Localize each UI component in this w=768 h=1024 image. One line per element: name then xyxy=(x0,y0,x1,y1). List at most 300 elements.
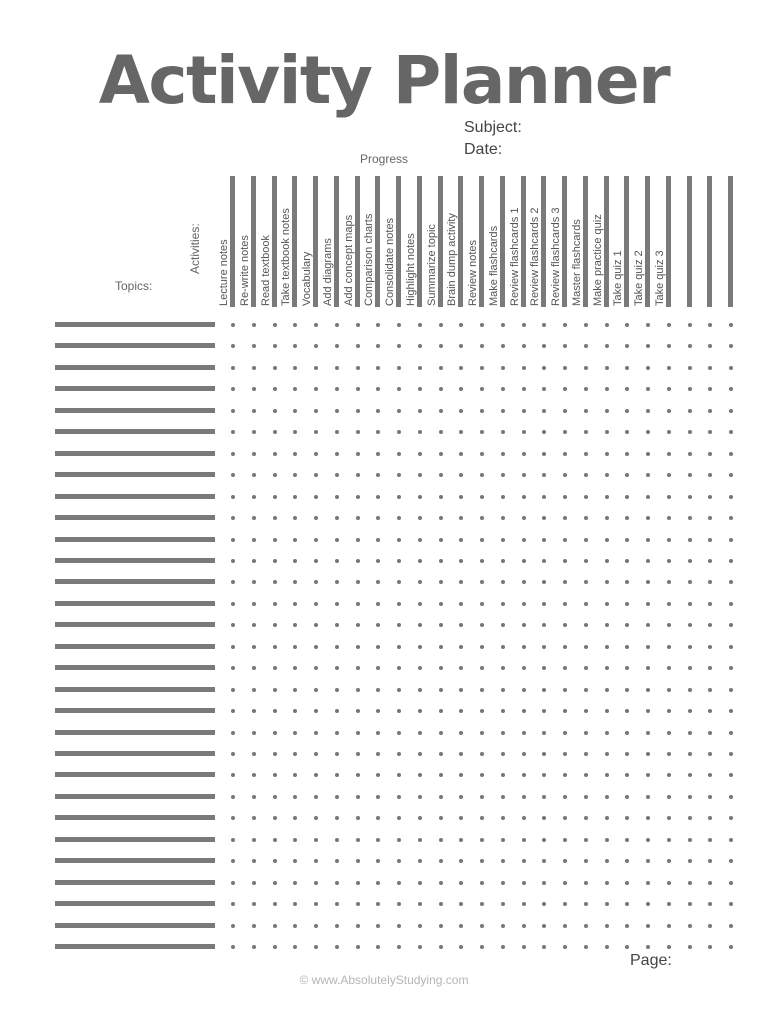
progress-dot[interactable] xyxy=(439,816,443,820)
progress-dot[interactable] xyxy=(501,344,505,348)
progress-dot[interactable] xyxy=(625,387,629,391)
progress-dot[interactable] xyxy=(273,838,277,842)
progress-dot[interactable] xyxy=(542,709,546,713)
progress-dot[interactable] xyxy=(542,623,546,627)
progress-dot[interactable] xyxy=(584,323,588,327)
progress-dot[interactable] xyxy=(397,473,401,477)
progress-dot[interactable] xyxy=(667,473,671,477)
progress-dot[interactable] xyxy=(439,559,443,563)
progress-dot[interactable] xyxy=(646,645,650,649)
progress-dot[interactable] xyxy=(293,795,297,799)
progress-dot[interactable] xyxy=(356,838,360,842)
topic-line[interactable] xyxy=(55,579,215,584)
progress-dot[interactable] xyxy=(625,344,629,348)
progress-dot[interactable] xyxy=(252,859,256,863)
progress-dot[interactable] xyxy=(231,344,235,348)
progress-dot[interactable] xyxy=(273,859,277,863)
progress-dot[interactable] xyxy=(459,430,463,434)
progress-dot[interactable] xyxy=(293,366,297,370)
progress-dot[interactable] xyxy=(667,366,671,370)
progress-dot[interactable] xyxy=(252,559,256,563)
progress-dot[interactable] xyxy=(314,816,318,820)
progress-dot[interactable] xyxy=(273,731,277,735)
progress-dot[interactable] xyxy=(314,752,318,756)
progress-dot[interactable] xyxy=(729,752,733,756)
progress-dot[interactable] xyxy=(625,773,629,777)
progress-dot[interactable] xyxy=(563,559,567,563)
progress-dot[interactable] xyxy=(563,409,567,413)
progress-dot[interactable] xyxy=(314,559,318,563)
progress-dot[interactable] xyxy=(522,323,526,327)
progress-dot[interactable] xyxy=(439,602,443,606)
progress-dot[interactable] xyxy=(708,816,712,820)
progress-dot[interactable] xyxy=(335,752,339,756)
progress-dot[interactable] xyxy=(376,473,380,477)
progress-dot[interactable] xyxy=(563,688,567,692)
progress-dot[interactable] xyxy=(729,366,733,370)
progress-dot[interactable] xyxy=(646,709,650,713)
progress-dot[interactable] xyxy=(418,473,422,477)
progress-dot[interactable] xyxy=(439,409,443,413)
topic-line[interactable] xyxy=(55,730,215,735)
progress-dot[interactable] xyxy=(605,688,609,692)
progress-dot[interactable] xyxy=(418,795,422,799)
progress-dot[interactable] xyxy=(542,387,546,391)
progress-dot[interactable] xyxy=(418,752,422,756)
progress-dot[interactable] xyxy=(605,409,609,413)
progress-dot[interactable] xyxy=(335,495,339,499)
progress-dot[interactable] xyxy=(335,344,339,348)
progress-dot[interactable] xyxy=(542,516,546,520)
progress-dot[interactable] xyxy=(563,580,567,584)
progress-dot[interactable] xyxy=(605,473,609,477)
progress-dot[interactable] xyxy=(376,538,380,542)
progress-dot[interactable] xyxy=(688,602,692,606)
progress-dot[interactable] xyxy=(584,709,588,713)
progress-dot[interactable] xyxy=(605,559,609,563)
progress-dot[interactable] xyxy=(231,366,235,370)
progress-dot[interactable] xyxy=(397,731,401,735)
progress-dot[interactable] xyxy=(522,838,526,842)
progress-dot[interactable] xyxy=(501,645,505,649)
progress-dot[interactable] xyxy=(314,580,318,584)
progress-dot[interactable] xyxy=(584,473,588,477)
progress-dot[interactable] xyxy=(376,752,380,756)
progress-dot[interactable] xyxy=(522,559,526,563)
progress-dot[interactable] xyxy=(605,580,609,584)
progress-dot[interactable] xyxy=(480,516,484,520)
progress-dot[interactable] xyxy=(252,881,256,885)
progress-dot[interactable] xyxy=(252,902,256,906)
progress-dot[interactable] xyxy=(273,773,277,777)
progress-dot[interactable] xyxy=(397,816,401,820)
progress-dot[interactable] xyxy=(439,344,443,348)
progress-dot[interactable] xyxy=(356,323,360,327)
progress-dot[interactable] xyxy=(584,795,588,799)
progress-dot[interactable] xyxy=(293,816,297,820)
progress-dot[interactable] xyxy=(293,495,297,499)
progress-dot[interactable] xyxy=(335,430,339,434)
progress-dot[interactable] xyxy=(542,580,546,584)
progress-dot[interactable] xyxy=(646,452,650,456)
progress-dot[interactable] xyxy=(439,538,443,542)
progress-dot[interactable] xyxy=(356,473,360,477)
progress-dot[interactable] xyxy=(501,881,505,885)
progress-dot[interactable] xyxy=(376,859,380,863)
progress-dot[interactable] xyxy=(252,795,256,799)
progress-dot[interactable] xyxy=(314,409,318,413)
progress-dot[interactable] xyxy=(480,645,484,649)
progress-dot[interactable] xyxy=(459,709,463,713)
progress-dot[interactable] xyxy=(252,538,256,542)
progress-dot[interactable] xyxy=(459,409,463,413)
progress-dot[interactable] xyxy=(314,945,318,949)
progress-dot[interactable] xyxy=(522,688,526,692)
progress-dot[interactable] xyxy=(522,795,526,799)
progress-dot[interactable] xyxy=(542,538,546,542)
progress-dot[interactable] xyxy=(314,709,318,713)
progress-dot[interactable] xyxy=(688,623,692,627)
progress-dot[interactable] xyxy=(522,731,526,735)
progress-dot[interactable] xyxy=(356,645,360,649)
progress-dot[interactable] xyxy=(667,409,671,413)
progress-dot[interactable] xyxy=(688,902,692,906)
progress-dot[interactable] xyxy=(335,516,339,520)
progress-dot[interactable] xyxy=(667,666,671,670)
progress-dot[interactable] xyxy=(522,816,526,820)
progress-dot[interactable] xyxy=(480,602,484,606)
progress-dot[interactable] xyxy=(252,816,256,820)
progress-dot[interactable] xyxy=(459,387,463,391)
progress-dot[interactable] xyxy=(501,495,505,499)
progress-dot[interactable] xyxy=(522,602,526,606)
progress-dot[interactable] xyxy=(293,538,297,542)
topic-line[interactable] xyxy=(55,901,215,906)
progress-dot[interactable] xyxy=(335,409,339,413)
progress-dot[interactable] xyxy=(542,473,546,477)
progress-dot[interactable] xyxy=(729,623,733,627)
topic-line[interactable] xyxy=(55,751,215,756)
progress-dot[interactable] xyxy=(480,580,484,584)
progress-dot[interactable] xyxy=(252,731,256,735)
progress-dot[interactable] xyxy=(688,430,692,434)
progress-dot[interactable] xyxy=(708,709,712,713)
topic-line[interactable] xyxy=(55,494,215,499)
progress-dot[interactable] xyxy=(252,495,256,499)
progress-dot[interactable] xyxy=(729,945,733,949)
progress-dot[interactable] xyxy=(563,816,567,820)
progress-dot[interactable] xyxy=(667,859,671,863)
progress-dot[interactable] xyxy=(563,495,567,499)
progress-dot[interactable] xyxy=(459,559,463,563)
progress-dot[interactable] xyxy=(376,945,380,949)
progress-dot[interactable] xyxy=(501,752,505,756)
progress-dot[interactable] xyxy=(459,452,463,456)
progress-dot[interactable] xyxy=(729,495,733,499)
progress-dot[interactable] xyxy=(708,559,712,563)
progress-dot[interactable] xyxy=(563,902,567,906)
progress-dot[interactable] xyxy=(459,773,463,777)
progress-dot[interactable] xyxy=(273,409,277,413)
progress-dot[interactable] xyxy=(439,709,443,713)
progress-dot[interactable] xyxy=(314,430,318,434)
progress-dot[interactable] xyxy=(688,538,692,542)
progress-dot[interactable] xyxy=(231,430,235,434)
topic-line[interactable] xyxy=(55,322,215,327)
progress-dot[interactable] xyxy=(522,495,526,499)
progress-dot[interactable] xyxy=(688,473,692,477)
progress-dot[interactable] xyxy=(542,666,546,670)
progress-dot[interactable] xyxy=(418,945,422,949)
progress-dot[interactable] xyxy=(522,344,526,348)
progress-dot[interactable] xyxy=(480,816,484,820)
progress-dot[interactable] xyxy=(397,495,401,499)
progress-dot[interactable] xyxy=(356,816,360,820)
progress-dot[interactable] xyxy=(605,645,609,649)
progress-dot[interactable] xyxy=(314,688,318,692)
progress-dot[interactable] xyxy=(667,323,671,327)
progress-dot[interactable] xyxy=(584,387,588,391)
progress-dot[interactable] xyxy=(501,580,505,584)
progress-dot[interactable] xyxy=(667,559,671,563)
progress-dot[interactable] xyxy=(708,495,712,499)
progress-dot[interactable] xyxy=(729,924,733,928)
progress-dot[interactable] xyxy=(667,538,671,542)
progress-dot[interactable] xyxy=(439,645,443,649)
progress-dot[interactable] xyxy=(314,452,318,456)
progress-dot[interactable] xyxy=(501,924,505,928)
progress-dot[interactable] xyxy=(314,344,318,348)
progress-dot[interactable] xyxy=(397,323,401,327)
progress-dot[interactable] xyxy=(293,773,297,777)
progress-dot[interactable] xyxy=(729,645,733,649)
progress-dot[interactable] xyxy=(418,559,422,563)
progress-dot[interactable] xyxy=(542,495,546,499)
progress-dot[interactable] xyxy=(646,473,650,477)
progress-dot[interactable] xyxy=(439,752,443,756)
progress-dot[interactable] xyxy=(605,430,609,434)
progress-dot[interactable] xyxy=(418,387,422,391)
progress-dot[interactable] xyxy=(335,859,339,863)
progress-dot[interactable] xyxy=(522,709,526,713)
progress-dot[interactable] xyxy=(605,387,609,391)
progress-dot[interactable] xyxy=(376,430,380,434)
progress-dot[interactable] xyxy=(252,666,256,670)
progress-dot[interactable] xyxy=(439,387,443,391)
progress-dot[interactable] xyxy=(273,709,277,713)
progress-dot[interactable] xyxy=(563,731,567,735)
progress-dot[interactable] xyxy=(688,495,692,499)
progress-dot[interactable] xyxy=(584,366,588,370)
progress-dot[interactable] xyxy=(667,709,671,713)
progress-dot[interactable] xyxy=(293,859,297,863)
progress-dot[interactable] xyxy=(252,387,256,391)
progress-dot[interactable] xyxy=(252,344,256,348)
progress-dot[interactable] xyxy=(335,538,339,542)
progress-dot[interactable] xyxy=(293,344,297,348)
progress-dot[interactable] xyxy=(522,752,526,756)
progress-dot[interactable] xyxy=(397,709,401,713)
progress-dot[interactable] xyxy=(335,881,339,885)
progress-dot[interactable] xyxy=(501,731,505,735)
progress-dot[interactable] xyxy=(729,323,733,327)
progress-dot[interactable] xyxy=(356,430,360,434)
progress-dot[interactable] xyxy=(293,688,297,692)
progress-dot[interactable] xyxy=(376,731,380,735)
progress-dot[interactable] xyxy=(501,838,505,842)
progress-dot[interactable] xyxy=(459,366,463,370)
progress-dot[interactable] xyxy=(480,387,484,391)
progress-dot[interactable] xyxy=(293,881,297,885)
progress-dot[interactable] xyxy=(356,538,360,542)
progress-dot[interactable] xyxy=(584,623,588,627)
progress-dot[interactable] xyxy=(646,924,650,928)
progress-dot[interactable] xyxy=(273,945,277,949)
progress-dot[interactable] xyxy=(605,366,609,370)
progress-dot[interactable] xyxy=(293,452,297,456)
progress-dot[interactable] xyxy=(605,516,609,520)
progress-dot[interactable] xyxy=(729,773,733,777)
progress-dot[interactable] xyxy=(376,580,380,584)
progress-dot[interactable] xyxy=(584,645,588,649)
progress-dot[interactable] xyxy=(273,430,277,434)
progress-dot[interactable] xyxy=(397,924,401,928)
progress-dot[interactable] xyxy=(459,666,463,670)
progress-dot[interactable] xyxy=(480,859,484,863)
progress-dot[interactable] xyxy=(335,559,339,563)
progress-dot[interactable] xyxy=(605,838,609,842)
progress-dot[interactable] xyxy=(356,945,360,949)
progress-dot[interactable] xyxy=(688,688,692,692)
progress-dot[interactable] xyxy=(708,902,712,906)
progress-dot[interactable] xyxy=(605,924,609,928)
progress-dot[interactable] xyxy=(231,602,235,606)
progress-dot[interactable] xyxy=(439,452,443,456)
progress-dot[interactable] xyxy=(314,773,318,777)
progress-dot[interactable] xyxy=(605,816,609,820)
progress-dot[interactable] xyxy=(335,473,339,477)
progress-dot[interactable] xyxy=(480,709,484,713)
progress-dot[interactable] xyxy=(459,623,463,627)
progress-dot[interactable] xyxy=(252,473,256,477)
progress-dot[interactable] xyxy=(501,902,505,906)
progress-dot[interactable] xyxy=(646,688,650,692)
progress-dot[interactable] xyxy=(542,881,546,885)
progress-dot[interactable] xyxy=(605,709,609,713)
progress-dot[interactable] xyxy=(480,838,484,842)
progress-dot[interactable] xyxy=(605,881,609,885)
progress-dot[interactable] xyxy=(667,623,671,627)
progress-dot[interactable] xyxy=(646,902,650,906)
progress-dot[interactable] xyxy=(376,602,380,606)
progress-dot[interactable] xyxy=(459,473,463,477)
progress-dot[interactable] xyxy=(459,323,463,327)
progress-dot[interactable] xyxy=(273,344,277,348)
progress-dot[interactable] xyxy=(231,323,235,327)
progress-dot[interactable] xyxy=(480,559,484,563)
progress-dot[interactable] xyxy=(542,752,546,756)
progress-dot[interactable] xyxy=(605,452,609,456)
progress-dot[interactable] xyxy=(625,409,629,413)
progress-dot[interactable] xyxy=(688,645,692,649)
progress-dot[interactable] xyxy=(376,795,380,799)
progress-dot[interactable] xyxy=(376,323,380,327)
progress-dot[interactable] xyxy=(646,666,650,670)
progress-dot[interactable] xyxy=(397,881,401,885)
progress-dot[interactable] xyxy=(688,731,692,735)
progress-dot[interactable] xyxy=(335,323,339,327)
progress-dot[interactable] xyxy=(563,752,567,756)
progress-dot[interactable] xyxy=(522,645,526,649)
progress-dot[interactable] xyxy=(625,666,629,670)
progress-dot[interactable] xyxy=(231,645,235,649)
progress-dot[interactable] xyxy=(252,623,256,627)
progress-dot[interactable] xyxy=(418,580,422,584)
progress-dot[interactable] xyxy=(708,924,712,928)
progress-dot[interactable] xyxy=(708,645,712,649)
progress-dot[interactable] xyxy=(314,516,318,520)
progress-dot[interactable] xyxy=(314,838,318,842)
progress-dot[interactable] xyxy=(418,516,422,520)
progress-dot[interactable] xyxy=(397,945,401,949)
progress-dot[interactable] xyxy=(397,688,401,692)
progress-dot[interactable] xyxy=(625,580,629,584)
progress-dot[interactable] xyxy=(273,924,277,928)
progress-dot[interactable] xyxy=(335,838,339,842)
progress-dot[interactable] xyxy=(397,859,401,863)
progress-dot[interactable] xyxy=(335,688,339,692)
progress-dot[interactable] xyxy=(356,409,360,413)
progress-dot[interactable] xyxy=(667,816,671,820)
progress-dot[interactable] xyxy=(480,323,484,327)
progress-dot[interactable] xyxy=(273,366,277,370)
progress-dot[interactable] xyxy=(501,516,505,520)
progress-dot[interactable] xyxy=(708,452,712,456)
progress-dot[interactable] xyxy=(729,580,733,584)
progress-dot[interactable] xyxy=(231,795,235,799)
progress-dot[interactable] xyxy=(584,602,588,606)
progress-dot[interactable] xyxy=(563,666,567,670)
progress-dot[interactable] xyxy=(252,688,256,692)
progress-dot[interactable] xyxy=(708,323,712,327)
progress-dot[interactable] xyxy=(625,731,629,735)
progress-dot[interactable] xyxy=(273,645,277,649)
progress-dot[interactable] xyxy=(480,430,484,434)
progress-dot[interactable] xyxy=(376,559,380,563)
progress-dot[interactable] xyxy=(522,666,526,670)
progress-dot[interactable] xyxy=(480,452,484,456)
progress-dot[interactable] xyxy=(708,602,712,606)
progress-dot[interactable] xyxy=(480,666,484,670)
progress-dot[interactable] xyxy=(522,859,526,863)
progress-dot[interactable] xyxy=(314,795,318,799)
progress-dot[interactable] xyxy=(376,344,380,348)
progress-dot[interactable] xyxy=(584,881,588,885)
progress-dot[interactable] xyxy=(335,366,339,370)
progress-dot[interactable] xyxy=(314,473,318,477)
progress-dot[interactable] xyxy=(625,859,629,863)
progress-dot[interactable] xyxy=(459,838,463,842)
progress-dot[interactable] xyxy=(397,430,401,434)
progress-dot[interactable] xyxy=(480,924,484,928)
topic-line[interactable] xyxy=(55,515,215,520)
progress-dot[interactable] xyxy=(273,559,277,563)
progress-dot[interactable] xyxy=(356,366,360,370)
progress-dot[interactable] xyxy=(273,538,277,542)
topic-line[interactable] xyxy=(55,408,215,413)
progress-dot[interactable] xyxy=(646,795,650,799)
progress-dot[interactable] xyxy=(667,773,671,777)
